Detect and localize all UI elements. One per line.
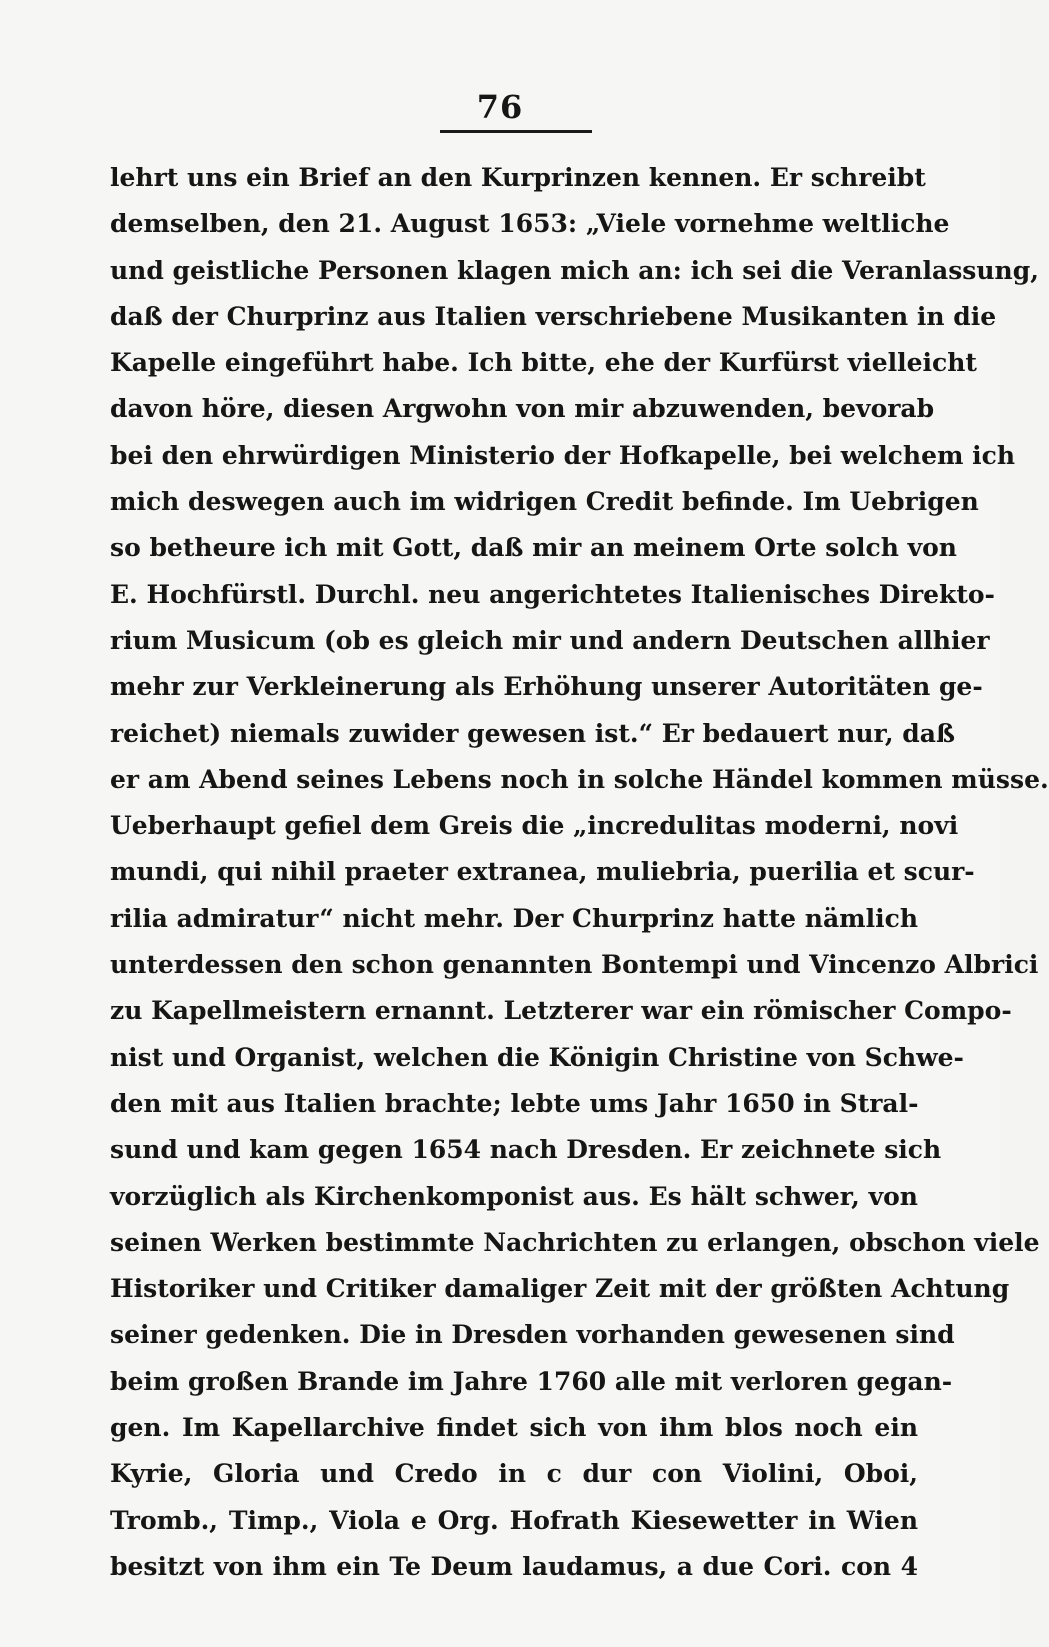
text-line: besitzt von ihm ein Te Deum laudamus, a due Cori. con 4 — [110, 1551, 918, 1581]
text-line: so betheure ich mit Gott, daß mir an meinem Orte solch von — [110, 533, 957, 563]
text-line: E. Hochfürstl. Durchl. neu angerichtetes Italienisches Direkto- — [110, 579, 995, 609]
text-line: rium Musicum (ob es gleich mir und andern Deutschen allhier — [110, 625, 990, 655]
text-line: Tromb., Timp., Viola e Org. Hofrath Kiesewetter in Wien — [110, 1505, 918, 1535]
text-line: demselben, den 21. August 1653: „Viele vornehme weltliche — [110, 209, 950, 239]
text-line: reichet) niemals zuwider gewesen ist.“ Er bedauert nur, daß — [110, 718, 955, 748]
text-line: den mit aus Italien brachte; lebte ums Jahr 1650 in Stral- — [110, 1088, 919, 1118]
text-line: mehr zur Verkleinerung als Erhöhung unserer Autoritäten ge- — [110, 672, 983, 702]
body-text — [110, 155, 1049, 1590]
text-line: gen. Im Kapellarchive findet sich von ihm blos noch ein — [110, 1413, 918, 1443]
page-number: 76 — [476, 88, 524, 126]
text-line: Historiker und Critiker damaliger Zeit mit der größten Achtung — [110, 1274, 1010, 1304]
text-line: sund und kam gegen 1654 nach Dresden. Er zeichnete sich — [110, 1135, 942, 1165]
text-line: seinen Werken bestimmte Nachrichten zu erlangen, obschon viele — [110, 1227, 1040, 1257]
text-line: Ueberhaupt gefiel dem Greis die „incredulitas moderni, novi — [110, 811, 959, 841]
header-rule — [440, 130, 592, 133]
text-line: nist und Organist, welchen die Königin Christine von Schwe- — [110, 1042, 964, 1072]
text-line: Kyrie, Gloria und Credo in c dur con Violini, Oboi, — [110, 1459, 918, 1489]
text-line: mich deswegen auch im widrigen Credit befinde. Im Uebrigen — [110, 487, 979, 517]
text-line: vorzüglich als Kirchenkomponist aus. Es hält schwer, von — [110, 1181, 918, 1211]
text-line: Kapelle eingeführt habe. Ich bitte, ehe der Kurfürst vielleicht — [110, 348, 977, 378]
text-line: zu Kapellmeistern ernannt. Letzterer war ein römischer Compo- — [110, 996, 1012, 1026]
text-line: unterdessen den schon genannten Bontempi und Vincenzo Albrici — [110, 950, 1039, 980]
text-line: lehrt uns ein Brief an den Kurprinzen kennen. Er schreibt — [110, 163, 926, 192]
text-line: mundi, qui nihil praeter extranea, muliebria, puerilia et scur- — [110, 857, 975, 887]
text-line: seiner gedenken. Die in Dresden vorhanden gewesenen sind — [110, 1320, 955, 1350]
text-line: und geistliche Personen klagen mich an: ich sei die Veranlassung, — [110, 255, 1039, 285]
text-line: beim großen Brande im Jahre 1760 alle mit verloren gegan- — [110, 1366, 953, 1396]
text-line: bei den ehrwürdigen Ministerio der Hofkapelle, bei welchem ich — [110, 440, 1016, 470]
text-line: daß der Churprinz aus Italien verschriebene Musikanten in die — [110, 301, 997, 331]
text-line: davon höre, diesen Argwohn von mir abzuwenden, bevorab — [110, 394, 935, 424]
text-line: rilia admiratur“ nicht mehr. Der Churprinz hatte nämlich — [110, 903, 919, 933]
text-line: er am Abend seines Lebens noch in solche Händel kommen müsse. — [110, 764, 1049, 794]
